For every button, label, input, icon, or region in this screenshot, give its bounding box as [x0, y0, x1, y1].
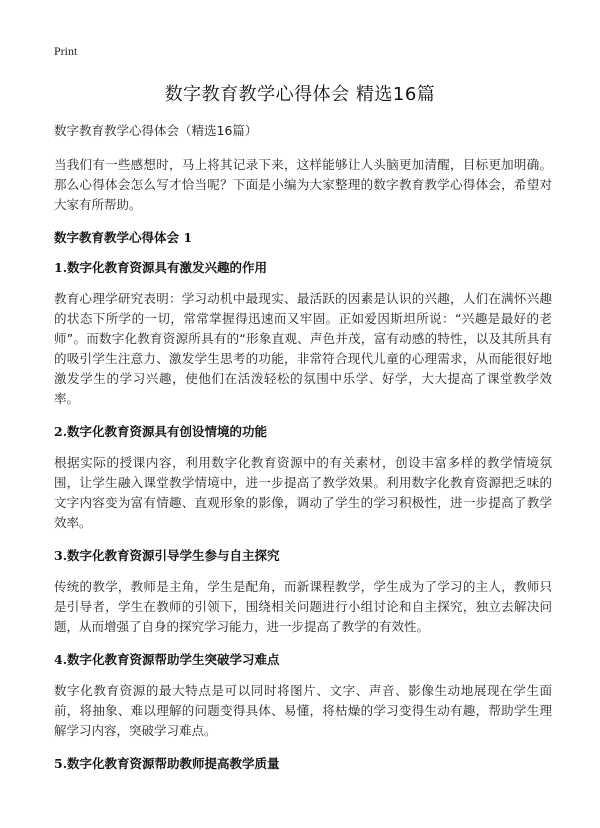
section-heading-1: 1.数字化教育资源具有激发兴趣的作用 — [54, 260, 268, 275]
section-paragraph-4: 数字化教育资源的最大特点是可以同时将图片、文字、声音、影像生动地展现在学生面前，将抽象、难以理解的问题变得具体、易懂，将枯燥的学习变得生动有趣，帮助学生理解学习内容，突破学习难点。 — [54, 683, 552, 738]
document-title: 数字教育教学心得体会 精选16篇 — [164, 84, 436, 105]
section-heading-3: 3.数字化教育资源引导学生参与自主探究 — [54, 548, 280, 563]
section-heading-4: 4.数字化教育资源帮助学生突破学习难点 — [54, 652, 280, 667]
intro-paragraph: 当我们有一些感想时，马上将其记录下来，这样能够让人头脑更加清醒，目标更加明确。那么心得体会怎么写才恰当呢？下面是小编为大家整理的数字教育教学心得体会，希望对大家有所帮助。 — [54, 157, 552, 212]
print-link[interactable]: Print — [54, 44, 78, 58]
section-paragraph-3: 传统的教学，教师是主角，学生是配角，而新课程教学，学生成为了学习的主人，教师只是引导者，学生在教师的引领下，围绕相关问题进行小组讨论和自主探究，独立去解决问题，从而增强了自身的探究学习能力，进一步提高了教学的有效性。 — [54, 579, 552, 634]
section-heading-5: 5.数字化教育资源帮助教师提高教学质量 — [54, 756, 280, 771]
section-paragraph-1: 教育心理学研究表明：学习动机中最现实、最活跃的因素是认识的兴趣，人们在满怀兴趣的状态下所学的一切，常常掌握得迅速而又牢固。正如爱因斯坦所说：“兴趣是最好的老师”。而数字化教育资源所具有的“形象直观、声色并茂，富有动感的特性，以及其所具有的吸引学生注意力、激发学生思考的功能，非常符合现代儿童的心理需求，从而能很好地激发学生的学习兴趣，使他们在活泼轻松的氛围中乐学、好学，大大提高了课堂教学效率。 — [54, 291, 552, 406]
document-body — [54, 122, 552, 785]
document-subtitle: 数字教育教学心得体会（精选16篇） — [54, 123, 258, 138]
section-paragraph-2: 根据实际的授课内容，利用数字化教育资源中的有关素材，创设丰富多样的教学情境氛围，让学生融入课堂教学情境中，进一步提高了教学效果。利用数字化教育资源把乏味的文字内容变为富有情趣、直观形象的影像，调动了学生的学习积极性，进一步提高了教学效率。 — [54, 455, 552, 530]
section-heading-2: 2.数字化教育资源具有创设情境的功能 — [54, 424, 268, 439]
article-heading: 数字教育教学心得体会 1 — [54, 230, 193, 245]
